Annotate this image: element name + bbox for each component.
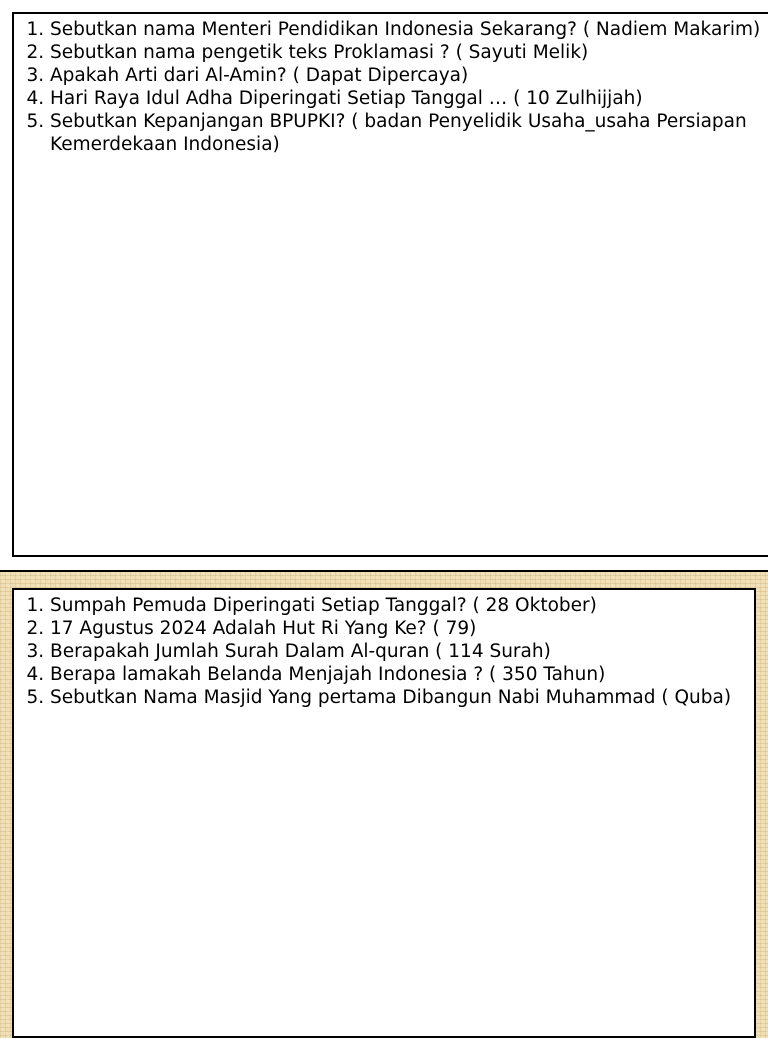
question-box-2: [12, 588, 756, 1038]
question-item: 4. Hari Raya Idul Adha Diperingati Setiap Tanggal … ( 10 Zulhijjah): [50, 87, 768, 110]
question-item: 1. Sumpah Pemuda Diperingati Setiap Tanggal? ( 28 Oktober): [50, 594, 754, 617]
question-item: 5. Sebutkan Nama Masjid Yang pertama Dibangun Nabi Muhammad ( Quba): [50, 686, 754, 709]
question-item: 3. Berapakah Jumlah Surah Dalam Al-quran ( 114 Surah): [50, 640, 754, 663]
question-item: 4. Berapa lamakah Belanda Menjajah Indonesia ? ( 350 Tahun): [50, 663, 754, 686]
question-item: 2. 17 Agustus 2024 Adalah Hut Ri Yang Ke? ( 79): [50, 617, 754, 640]
question-list-1: [14, 14, 768, 156]
question-list-2: [14, 590, 754, 709]
question-item: 5. Sebutkan Kepanjangan BPUPKI? ( badan Penyelidik Usaha_usaha Persiapan Kemerdekaan Indonesia): [50, 110, 768, 156]
question-item: 2. Sebutkan nama pengetik teks Proklamasi ? ( Sayuti Melik): [50, 41, 768, 64]
question-box-1: [12, 12, 768, 557]
question-item: 3. Apakah Arti dari Al-Amin? ( Dapat Dipercaya): [50, 64, 768, 87]
question-item: 1. Sebutkan nama Menteri Pendidikan Indonesia Sekarang? ( Nadiem Makarim): [50, 18, 768, 41]
